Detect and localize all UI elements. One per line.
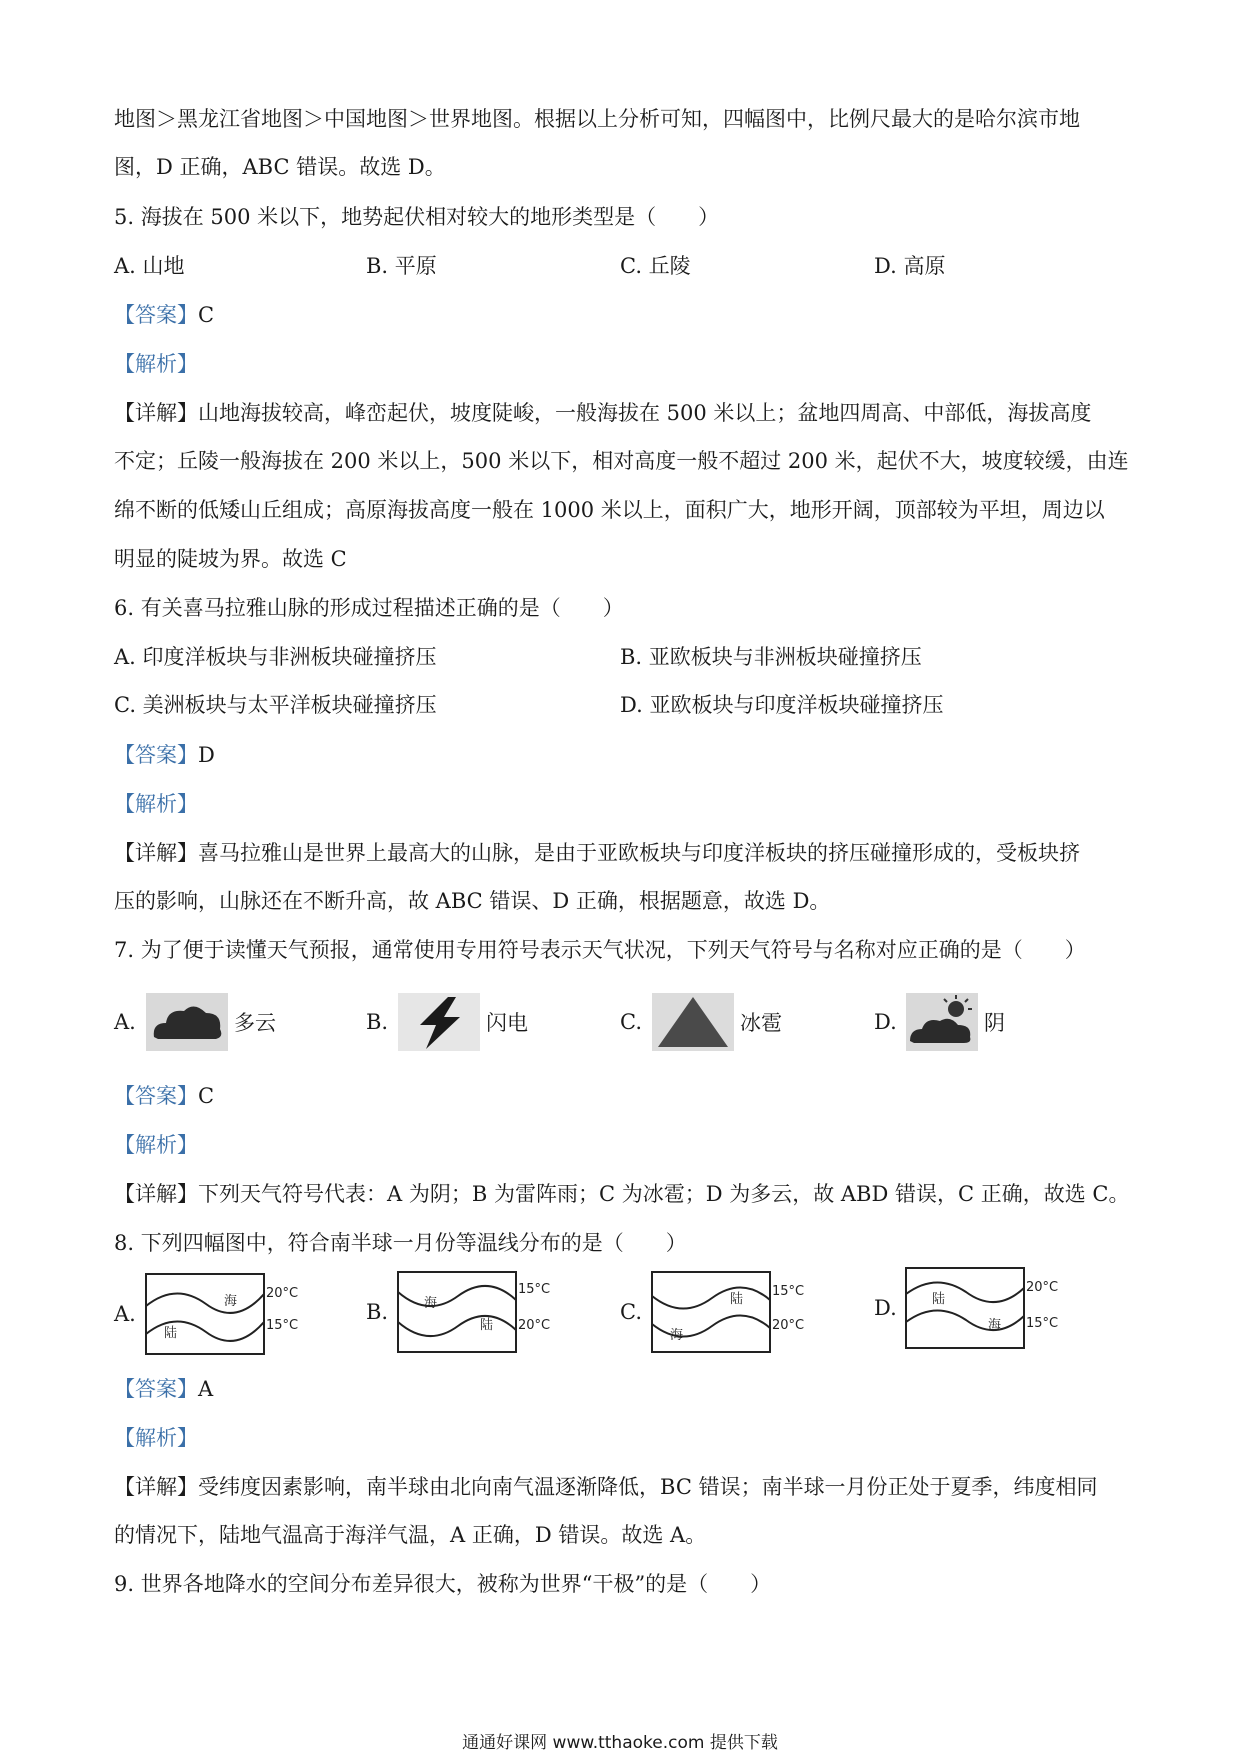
q7-option-c: C. 冰雹 <box>620 993 782 1051</box>
isotherm-c-top-temp: 15°C <box>772 1284 805 1299</box>
isotherm-figure-a <box>144 1272 299 1356</box>
isotherm-b-bottom-temp: 20°C <box>518 1318 551 1333</box>
q5-detail-line-4: 明显的陡坡为界。故选 C <box>114 547 347 571</box>
q8-answer: A <box>198 1377 214 1401</box>
q6-option-c: C. 美洲板块与太平洋板块碰撞挤压 <box>114 693 437 717</box>
isotherm-d-bottom-temp: 15°C <box>1026 1316 1059 1331</box>
q8-detail-line-1: 【详解】受纬度因素影响，南半球由北向南气温逐渐降低，BC 错误；南半球一月份正处于夏季，纬度相同 <box>114 1475 1098 1499</box>
q5-detail-line-1: 【详解】山地海拔较高，峰峦起伏，坡度陡峻，一般海拔在 500 米以上；盆地四周高、中部低，海拔高度 <box>114 401 1092 425</box>
page-footer: 通通好课网 www.tthaoke.com 提供下载 <box>462 1733 778 1753</box>
q5-stem: 5. 海拔在 500 米以下，地势起伏相对较大的地形类型是（ ） <box>114 205 720 229</box>
q7-stem: 7. 为了便于读懂天气预报，通常使用专用符号表示天气状况，下列天气符号与名称对应正确的是（ ） <box>114 938 1086 962</box>
q7-option-c-name: 冰雹 <box>740 1011 782 1035</box>
q8-option-b: B. 海 陆 15°C 20°C <box>366 1270 546 1354</box>
lightning-icon <box>398 993 480 1051</box>
isotherm-d-bottom-region: 海 <box>988 1318 1002 1333</box>
q6-option-b: B. 亚欧板块与非洲板块碰撞挤压 <box>620 645 922 669</box>
q7-option-a-name: 多云 <box>234 1011 276 1035</box>
q8-option-d: D. 陆 海 20°C 15°C <box>874 1266 1054 1350</box>
q7-option-d-name: 阴 <box>984 1011 1005 1035</box>
q6-stem: 6. 有关喜马拉雅山脉的形成过程描述正确的是（ ） <box>114 596 624 620</box>
isotherm-d-top-region: 陆 <box>932 1292 946 1307</box>
q6-option-a: A. 印度洋板块与非洲板块碰撞挤压 <box>114 645 437 669</box>
q7-option-b-name: 闪电 <box>486 1011 528 1035</box>
q9-stem: 9. 世界各地降水的空间分布差异很大，被称为世界“干极”的是（ ） <box>114 1572 772 1596</box>
q5-detail-line-3: 绵不断的低矮山丘组成；高原海拔高度一般在 1000 米以上，面积广大，地形开阔，顶部较为平坦，周边以 <box>114 498 1105 522</box>
q5-detail-line-2: 不定；丘陵一般海拔在 200 米以上，500 米以下，相对高度一般不超过 200 米，起伏不大，坡度较缓，由连 <box>114 449 1129 473</box>
hail-triangle-icon <box>652 993 734 1051</box>
q8-option-a: A. 海 陆 20°C 15°C <box>114 1272 294 1356</box>
q6-answer: D <box>198 743 215 767</box>
q6-answer-tag: 【答案】 <box>114 743 198 767</box>
isotherm-a-top-region: 海 <box>224 1294 238 1309</box>
sun-cloud-icon <box>906 993 978 1051</box>
q7-answer-tag: 【答案】 <box>114 1084 198 1108</box>
isotherm-b-top-region: 海 <box>424 1296 438 1311</box>
q6-analysis-tag: 【解析】 <box>114 792 198 816</box>
isotherm-figure-b <box>396 1270 551 1354</box>
q5-answer: C <box>198 303 215 327</box>
q5-option-d: D. 高原 <box>874 254 946 278</box>
q5-option-a: A. 山地 <box>114 254 185 278</box>
q6-answer-line <box>114 740 215 770</box>
q8-analysis-tag: 【解析】 <box>114 1426 198 1450</box>
q5-option-c: C. 丘陵 <box>620 254 691 278</box>
q7-answer: C <box>198 1084 215 1108</box>
q7-option-d: D. 阴 <box>874 993 1005 1051</box>
q5-detail-tag: 【详解】 <box>114 401 198 425</box>
q8-option-c: C. 陆 海 15°C 20°C <box>620 1270 800 1354</box>
q5-answer-line <box>114 300 214 330</box>
q7-detail-tag: 【详解】 <box>114 1182 198 1206</box>
cloud-icon <box>146 993 228 1051</box>
intro-line-1: 地图＞黑龙江省地图＞中国地图＞世界地图。根据以上分析可知，四幅图中，比例尺最大的是哈尔滨市地 <box>114 107 1080 131</box>
isotherm-a-bottom-temp: 15°C <box>266 1318 299 1333</box>
q5-option-b: B. 平原 <box>366 254 437 278</box>
q6-detail-line-1: 【详解】喜马拉雅山是世界上最高大的山脉，是由于亚欧板块与印度洋板块的挤压碰撞形成的，受板块挤 <box>114 841 1080 865</box>
q6-detail-tag: 【详解】 <box>114 841 198 865</box>
isotherm-b-top-temp: 15°C <box>518 1282 551 1297</box>
isotherm-c-bottom-region: 海 <box>670 1328 684 1343</box>
isotherm-c-top-region: 陆 <box>730 1292 744 1307</box>
q7-analysis-tag: 【解析】 <box>114 1133 198 1157</box>
q8-answer-line <box>114 1374 213 1404</box>
isotherm-c-bottom-temp: 20°C <box>772 1318 805 1333</box>
q6-detail-line-2: 压的影响，山脉还在不断升高，故 ABC 错误、D 正确，根据题意，故选 D。 <box>114 889 831 913</box>
q8-answer-tag: 【答案】 <box>114 1377 198 1401</box>
isotherm-figure-c <box>650 1270 805 1354</box>
q7-detail-line-1: 【详解】下列天气符号代表：A 为阴；B 为雷阵雨；C 为冰雹；D 为多云，故 ABD 错误，C 正确，故选 C。 <box>114 1182 1130 1206</box>
q7-option-a: A. 多云 <box>114 993 276 1051</box>
isotherm-a-bottom-region: 陆 <box>164 1326 178 1341</box>
q6-option-d: D. 亚欧板块与印度洋板块碰撞挤压 <box>620 693 944 717</box>
q8-stem: 8. 下列四幅图中，符合南半球一月份等温线分布的是（ ） <box>114 1231 687 1255</box>
isotherm-figure-d <box>904 1266 1059 1350</box>
q8-detail-tag: 【详解】 <box>114 1475 198 1499</box>
isotherm-b-bottom-region: 陆 <box>480 1318 494 1333</box>
q8-detail-line-2: 的情况下，陆地气温高于海洋气温，A 正确，D 错误。故选 A。 <box>114 1523 707 1547</box>
q5-answer-tag: 【答案】 <box>114 303 198 327</box>
intro-line-2: 图，D 正确，ABC 错误。故选 D。 <box>114 155 446 179</box>
q5-analysis-tag: 【解析】 <box>114 352 198 376</box>
isotherm-a-top-temp: 20°C <box>266 1286 299 1301</box>
q7-answer-line <box>114 1081 214 1111</box>
isotherm-d-top-temp: 20°C <box>1026 1280 1059 1295</box>
q7-option-b: B. 闪电 <box>366 993 528 1051</box>
